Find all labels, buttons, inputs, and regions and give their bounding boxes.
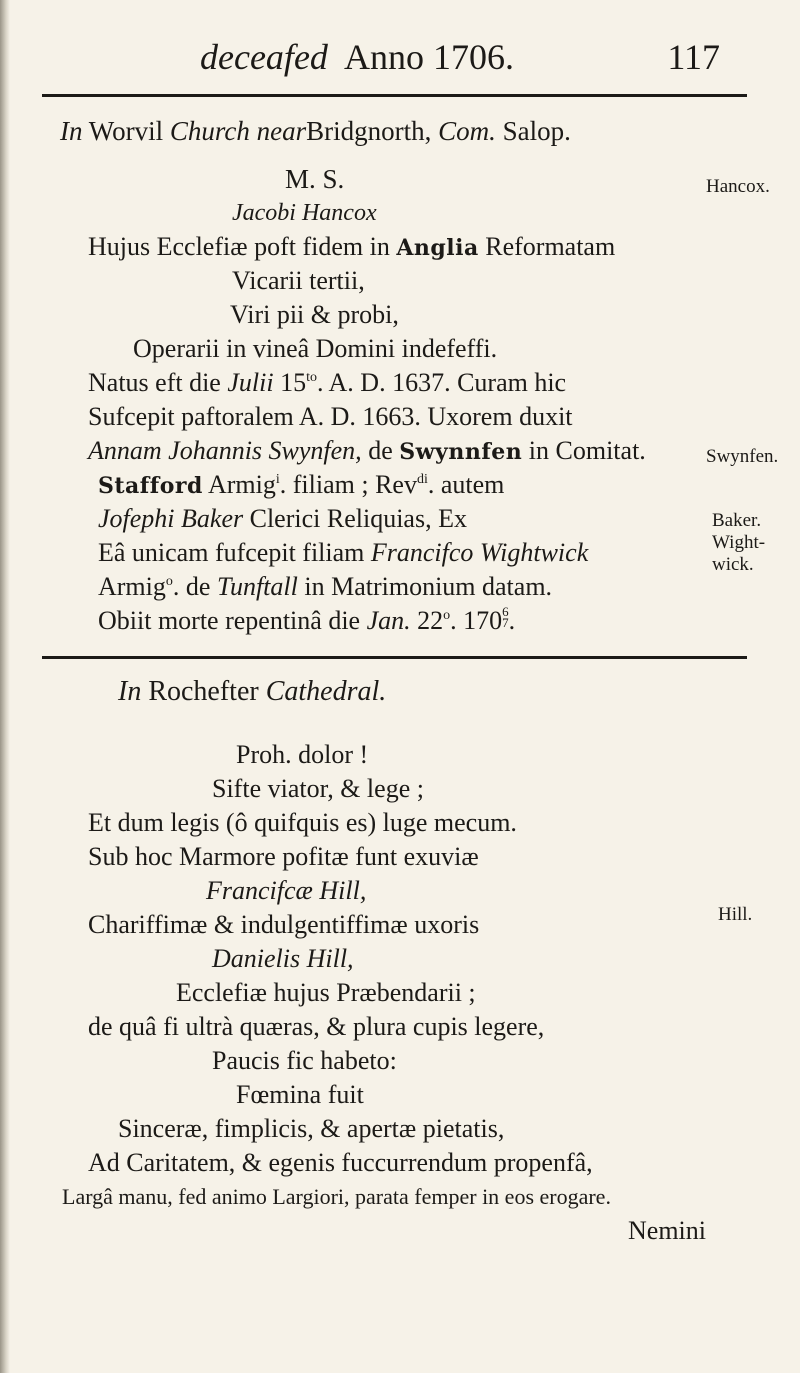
epitaph2-line-13: Ad Caritatem, & egenis fuccurrendum propenfâ,	[88, 1148, 593, 1177]
heading-prefix: In	[60, 116, 83, 146]
l8-sup-2: di	[416, 472, 428, 487]
catchword: Nemini	[628, 1216, 706, 1245]
heading-county: Com.	[438, 116, 496, 146]
page-edge-shadow	[0, 0, 10, 1373]
top-rule	[42, 94, 747, 97]
epitaph2-line-6: Chariffimæ & indulgentiffimæ uxoris	[88, 910, 480, 939]
l8-sup-1: i	[275, 472, 280, 487]
l8-f: . autem	[427, 470, 505, 499]
heading2-place: Rochefter	[148, 676, 259, 707]
margin-note-baker: Baker.	[712, 510, 762, 531]
epitaph1-line-10	[98, 538, 588, 568]
l12-c: 22	[417, 606, 444, 635]
l11-d: Tunftall	[216, 572, 298, 601]
l1-a: Hujus Ecclefiæ poft fidem in	[88, 232, 390, 261]
epitaph2-line-14: Largâ manu, fed animo Largiori, parata femper in eos erogare.	[62, 1184, 611, 1209]
epitaph2-line-10: Paucis fic habeto:	[212, 1046, 397, 1075]
deceased-name: Jacobi Hancox	[232, 200, 377, 226]
l11-a: Armig	[98, 572, 166, 601]
margin-note-wight: Wight-	[712, 532, 766, 553]
epitaph2-line-5: Francifcæ Hill,	[206, 876, 367, 905]
l1-blackletter: Anglia	[396, 235, 479, 261]
epitaph2-line-7: Danielis Hill,	[212, 944, 354, 973]
l7-blackletter: Swynnfen	[399, 439, 523, 465]
epitaph1-line-1	[88, 232, 615, 262]
epitaph2-line-4: Sub hoc Marmore pofitæ funt exuviæ	[88, 842, 479, 871]
heading2-in: In	[118, 676, 142, 707]
epitaph1-line-8	[98, 470, 504, 500]
epitaph2-line-3: Et dum legis (ô quifquis es) luge mecum.	[88, 808, 517, 837]
margin-note-swynfen: Swynfen.	[706, 446, 779, 467]
epitaph2-heading	[118, 676, 386, 708]
l9-b: Clerici Reliquias, Ex	[249, 504, 467, 533]
running-head	[200, 36, 720, 82]
epitaph2-line-9: de quâ fi ultrà quæras, & plura cupis legere,	[88, 1012, 545, 1041]
l12-h: .	[508, 606, 516, 635]
epitaph2-line-11: Fœmina fuit	[236, 1080, 364, 1109]
l5-d: 5	[293, 368, 307, 397]
l11-c: . de	[172, 572, 211, 601]
margin-note-wick: wick.	[712, 554, 754, 575]
epitaph2-line-1: Proh. dolor !	[236, 740, 369, 769]
epitaph1-line-6: Sufcepit paftoralem A. D. 1663. Uxorem duxit	[88, 402, 573, 431]
l7-d: in Comitat.	[528, 436, 646, 465]
epitaph2-line-2: Sifte viator, & lege ;	[212, 774, 424, 803]
l1-c: Reformatam	[485, 232, 616, 261]
heading-church: Church near	[169, 116, 307, 146]
epitaph1-line-11	[98, 572, 552, 602]
l5-sup: to	[306, 370, 317, 385]
epitaph1-line-7	[88, 436, 646, 466]
epitaph1-line-3: Viri pii & probi,	[230, 300, 399, 329]
l8-d: . filiam ; Rev	[279, 470, 417, 499]
heading2-cathedral: Cathedral.	[265, 676, 387, 707]
l12-a: Obiit morte repentinâ die	[98, 606, 361, 635]
year-fraction-bottom: 7	[502, 615, 509, 630]
l11-sup: o	[165, 574, 173, 589]
running-head-title: deceafed	[200, 37, 328, 77]
l10-b: Francifco Wightwick	[370, 538, 589, 567]
l7-a: Annam Johannis Swynfen,	[88, 436, 362, 465]
l5-b: Julii	[227, 368, 274, 397]
middle-rule	[42, 656, 747, 659]
epitaph2-line-12: Sinceræ, fimplicis, & apertæ pietatis,	[118, 1114, 505, 1143]
initials: M. S.	[285, 164, 345, 194]
epitaph1-heading	[60, 116, 571, 147]
l12-e: . 170	[450, 606, 503, 635]
l5-c: 1	[280, 368, 294, 397]
l7-b: de	[368, 436, 393, 465]
l5-a: Natus eft die	[88, 368, 221, 397]
l8-b: Armig	[207, 470, 276, 499]
epitaph1-line-9	[98, 504, 467, 534]
l9-a: Jofephi Baker	[98, 504, 244, 533]
l12-sup: o	[443, 608, 451, 623]
epitaph1-line-5	[88, 368, 566, 398]
l12-b: Jan.	[366, 606, 411, 635]
epitaph1-line-2: Vicarii tertii,	[232, 266, 365, 295]
l8-blackletter: Stafford	[98, 473, 203, 499]
l10-a: Eâ unicam fufcepit filiam	[98, 538, 365, 567]
l11-e: in Matrimonium datam.	[304, 572, 553, 601]
epitaph2-line-8: Ecclefiæ hujus Præbendarii ;	[176, 978, 476, 1007]
epitaph1-line-12	[98, 606, 515, 636]
heading-town: Bridgnorth,	[306, 116, 432, 146]
heading-county-name: Salop.	[502, 116, 571, 146]
margin-note-hill: Hill.	[718, 904, 753, 925]
running-head-anno: Anno 1706.	[344, 37, 514, 77]
page-number: 117	[667, 37, 720, 77]
heading-place: Worvil	[88, 116, 164, 146]
l5-f: . A. D. 1637. Curam hic	[316, 368, 567, 397]
margin-note-hancox: Hancox.	[706, 176, 770, 197]
year-fraction-top: 6	[502, 604, 509, 619]
epitaph1-line-4: Operarii in vineâ Domini indefeffi.	[133, 334, 498, 363]
